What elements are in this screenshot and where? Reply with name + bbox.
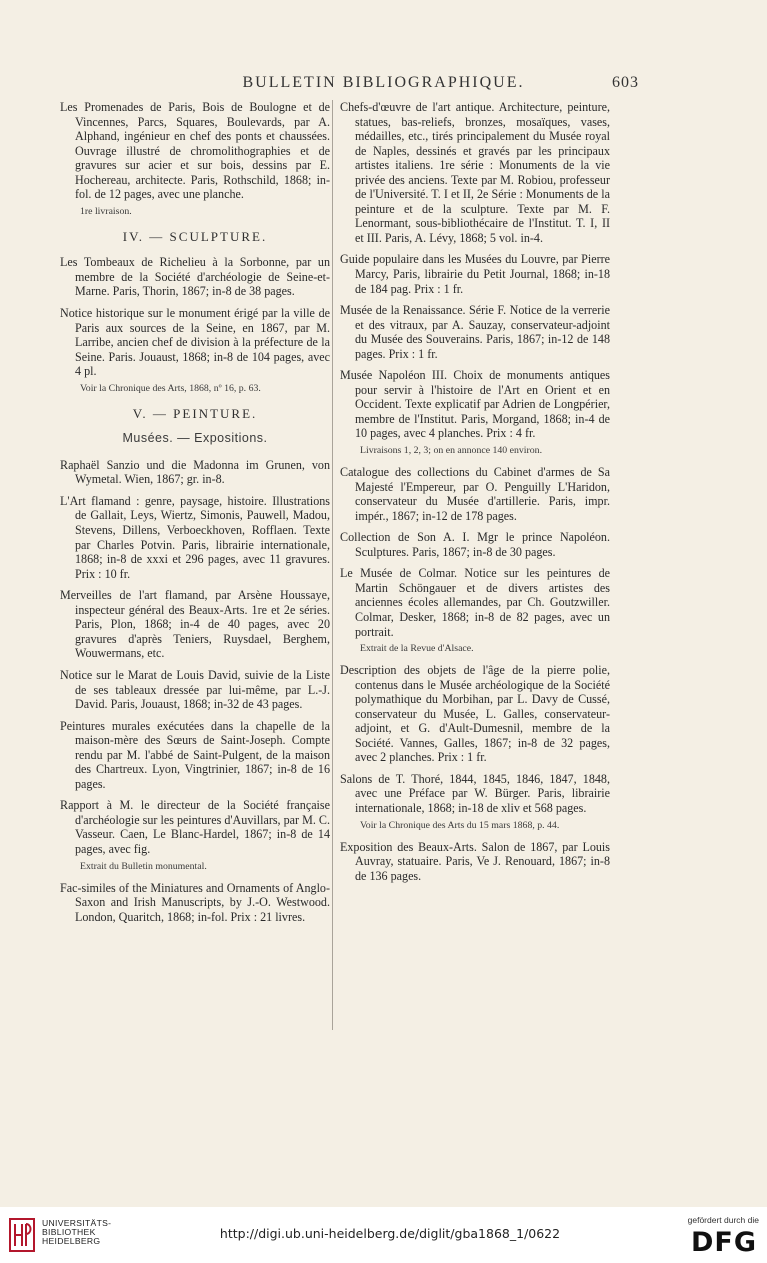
bib-entry: Les Promenades de Paris, Bois de Boulogne et de Vincennes, Parcs, Squares, Boulevards, par A. Alphand, ingénieur en chef des ponts et chaussées. Ouvrage illustré de chromolithographies et de gravures sur acier et sur bois, dessins par E. Hochereau, architecte. Paris, Rothschild, 1868; in-fol. de 12 pages, avec une planche. xyxy=(60,100,330,202)
entry-note: Extrait du Bulletin monumental. xyxy=(80,860,207,872)
bib-entry: Musée de la Renaissance. Série F. Notice de la verrerie et des vitraux, par A. Sauzay, conservateur-adjoint du Musée des Souverains. Paris, 1867; in-12 de 148 pages. Prix : 1 fr. xyxy=(340,303,610,361)
left-column xyxy=(60,100,330,931)
bib-entry: Description des objets de l'âge de la pierre polie, contenus dans le Musée archéologique de la Société polymathique du Morbihan, par L. Davy de Cussé, conservateur du Musée, L. Galles, conservateur-adjoint, et G. d'Ault-Dumesnil, membre de la Société. Vannes, Galles, 1867; in-8 de 32 pages, avec 2 planches. Prix : 1 fr. xyxy=(340,663,610,765)
bib-entry: Le Musée de Colmar. Notice sur les peintures de Martin Schöngauer et de divers artistes des anciennes écoles allemandes, par Ch. Goutzwiller. Colmar, Desker, 1868; in-8 de 82 pages, avec un portrait. xyxy=(340,566,610,639)
entry-note: 1re livraison. xyxy=(80,205,132,217)
bib-entry: Catalogue des collections du Cabinet d'armes de Sa Majesté l'Empereur, par O. Penguilly L'Haridon, conservateur du Musée d'artillerie. Paris, impr. impér., 1867; in-12 de 178 pages. xyxy=(340,465,610,523)
permalink-url[interactable]: http://digi.ub.uni-heidelberg.de/diglit/gba1868_1/0622 xyxy=(219,1226,561,1241)
bib-entry: Peintures murales exécutées dans la chapelle de la maison-mère des Sœurs de Saint-Joseph. Compte rendu par M. l'abbé de Saint-Pulgent, de la maison des Chartreux. Lyon, Vingtrinier, 1867; in-8 de 16 pages. xyxy=(60,718,330,791)
section-heading-sculpture: IV. — SCULPTURE. xyxy=(122,228,268,244)
bib-entry: Exposition des Beaux-Arts. Salon de 1867, par Louis Auvray, statuaire. Paris, Ve J. Renouard, 1867; in-8 de 136 pages. xyxy=(340,839,610,883)
bib-entry: Notice sur le Marat de Louis David, suivie de la Liste de ses tableaux dressée par lui-même, par L.-J. David. Paris, Jouaust, 1868; in-32 de 43 pages. xyxy=(60,667,330,712)
bib-entry: Fac-similes of the Miniatures and Ornaments of Anglo-Saxon and Irish Manuscripts, by J.-O. Westwood. London, Quaritch, 1868; in-fol. Prix : 21 livres. xyxy=(60,880,330,924)
bib-entry: Les Tombeaux de Richelieu à la Sorbonne, par un membre de la Société d'archéologie de Seine-et-Marne. Paris, Thorin, 1867; in-8 de 38 pages. xyxy=(60,255,330,299)
page-header xyxy=(0,74,767,94)
entry-note: Voir la Chronique des Arts, 1868, nº 16, p. 63. xyxy=(80,382,261,394)
right-column xyxy=(340,100,610,890)
bib-entry: Chefs-d'œuvre de l'art antique. Architecture, peinture, statues, bas-reliefs, bronzes, mosaïques, vases, médailles, etc., tirés principalement du Musée royal de Naples, dessinés et gravés par les principaux artistes italiens. 1re série : Monuments de la vie privée des anciens. Texte par M. Robiou, professeur de l'Université. T. I et II, 2e Série : Monuments de la peinture et de la sculpture. Texte par M. F. Lenormant, sous-bibliothécaire de l'Institut. T. I, II et III. Paris, A. Lévy, 1868; 5 vol. in-4. xyxy=(340,100,610,245)
entry-note: Extrait de la Revue d'Alsace. xyxy=(360,643,474,655)
column-divider xyxy=(332,100,333,1030)
bib-entry: Raphaël Sanzio und die Madonna im Grunen, von Wymetal. Wien, 1867; gr. in-8. xyxy=(60,457,330,487)
subsection-heading: Musées. — Expositions. xyxy=(122,431,268,446)
dfg-logo: DFG xyxy=(690,1227,757,1258)
viewer-footer xyxy=(0,1207,767,1263)
bib-entry: Collection de Son A. I. Mgr le prince Napoléon. Sculptures. Paris, 1867; in-8 de 30 pages. xyxy=(340,530,610,559)
bib-entry: Rapport à M. le directeur de la Société française d'archéologie sur les peintures d'Auvillars, par M. C. Vasseur. Caen, Le Blanc-Hardel, 1867; in-8 de 14 pages, avec fig. xyxy=(60,798,330,856)
bib-entry: Guide populaire dans les Musées du Louvre, par Pierre Marcy, Paris, librairie du Petit Journal, 1868; in-18 de 184 pag. Prix : 1 fr. xyxy=(340,252,610,296)
page-number: 603 xyxy=(612,74,639,91)
section-heading-peinture: V. — PEINTURE. xyxy=(132,405,258,421)
entry-note: Voir la Chronique des Arts du 15 mars 1868, p. 44. xyxy=(360,819,560,831)
bib-entry: Notice historique sur le monument érigé par la ville de Paris aux sources de la Seine, en 1867, par M. Larribe, ancien chef de division à la préfecture de la Seine. Paris. Jouaust, 1868; in-8 de 104 pages, avec 4 pl. xyxy=(60,306,330,379)
university-name: UNIVERSITÄTS- BIBLIOTHEK HEIDELBERG xyxy=(42,1218,112,1247)
bib-entry: Musée Napoléon III. Choix de monuments antiques pour servir à l'histoire de l'Art en Orient et en Occident. Texte explicatif par Adrien de Longpérier, membre de l'Institut. Paris, Morgand, 1868; in-4 de 10 pages, avec 4 planches. Prix : 4 fr. xyxy=(340,368,610,441)
bib-entry: Merveilles de l'art flamand, par Arsène Houssaye, inspecteur général des Beaux-Arts. 1re et 2e séries. Paris, Plon, 1868; in-4 de 40 pages, avec 20 gravures d'après Teniers, Ruysdael, Berghem, Wouwermans, etc. xyxy=(60,588,330,661)
entry-note: Livraisons 1, 2, 3; on en annonce 140 environ. xyxy=(360,445,543,457)
bib-entry: L'Art flamand : genre, paysage, histoire. Illustrations de Gallait, Leys, Wiertz, Simonis, Pauwell, Madou, Stevens, Dillens, Verboeckhoven, Rofflaen. Texte par Charles Potvin. Paris, librairie internationale, 1868; in-8 de xxxi et 296 pages, avec 11 gravures. Prix : 10 fr. xyxy=(60,493,330,581)
bib-entry: Salons de T. Thoré, 1844, 1845, 1846, 1847, 1848, avec une Préface par W. Bürger. Paris, librairie internationale, 1868; in-18 de xliv et 568 pages. xyxy=(340,771,610,815)
university-logo-icon xyxy=(8,1217,36,1253)
running-title: BULLETIN BIBLIOGRAPHIQUE. xyxy=(242,74,525,91)
funding-note: gefördert durch die xyxy=(687,1215,759,1225)
